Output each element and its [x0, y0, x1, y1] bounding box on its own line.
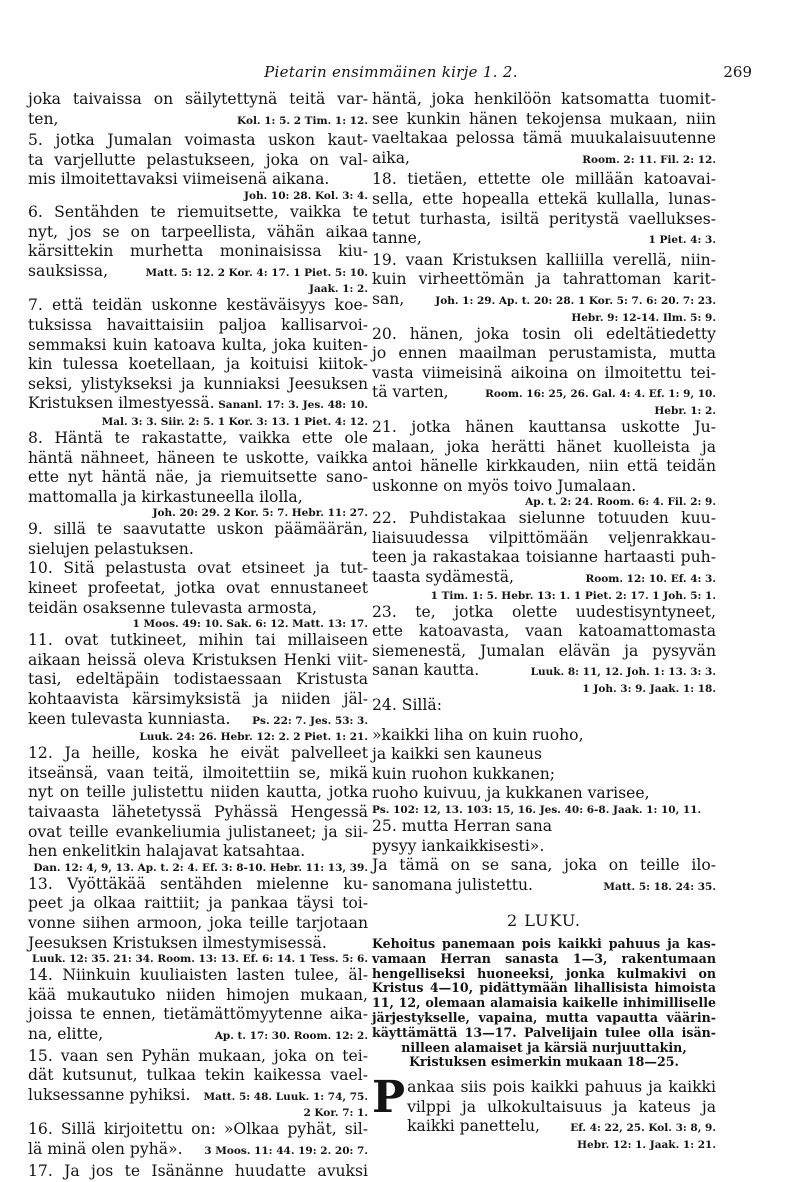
text-line	[28, 1086, 368, 1108]
line-text: lä minä olen pyhä».	[28, 1139, 183, 1158]
line-text: sauksissa,	[28, 261, 109, 280]
text-line: nyt, jos se on tarpeellista, vähän aikaa	[28, 222, 368, 241]
line-text: sanan kautta.	[372, 661, 480, 680]
text-line: vonne siihen armoon, joka teille tarjotaan	[28, 913, 368, 932]
text-line: 10. Sitä pelastusta ovat etsineet ja tut-	[28, 559, 368, 578]
summary-line: Kristuksen esimerkin mukaan 18—25.	[409, 1054, 679, 1070]
left-column	[28, 90, 368, 1181]
text-line: aikaan heissä oleva Kristuksen Henki viit-	[28, 650, 368, 669]
poem-line: 25. mutta Herran sana	[372, 817, 553, 835]
summary-line: käyttämättä 13—17. Palvelijain tulee olla isän-	[372, 1024, 716, 1040]
text-line: tuksissa havaittaisiin paljoa kallisarvoi-	[28, 315, 368, 334]
line-text: tä varten,	[372, 383, 449, 402]
poem-line: pysyy iankaikkisesti».	[372, 836, 545, 855]
cross-reference: Luuk. 24: 26. Hebr. 12: 2. 2 Piet. 1: 21.	[139, 731, 368, 744]
poem-line: kuin ruohon kukkanen;	[372, 764, 556, 783]
page-number: 269	[723, 63, 752, 81]
text-line: hen enkelitkin halajavat katsahtaa.	[28, 842, 306, 861]
chapter-summary	[372, 937, 716, 1070]
text-line: jo ennen maailman perustamista, mutta	[372, 344, 716, 363]
text-line	[28, 262, 368, 284]
summary-line: nilleen alamaiset ja kärsiä nurjuuttakin,	[401, 1039, 687, 1055]
text-line: Jeesuksen Kristuksen ilmestymisessä.	[28, 933, 327, 952]
text-line: 8. Häntä te rakastatte, vaikka ette ole	[28, 428, 368, 447]
text-line: kohtaavista kärsimyksistä ja niiden jäl-	[28, 690, 368, 709]
text-line: kin tulessa koetellaan, ja koituisi kiitok-	[28, 355, 368, 374]
text-line: sella, ette hopealla ettekä kullalla, lunas-	[372, 189, 716, 208]
text-line	[407, 1117, 716, 1139]
text-line: ta varjellutte pelastukseen, joka on val-	[28, 150, 368, 169]
text-line: Ja tämä on se sana, joka on teille ilo-	[372, 856, 716, 875]
text-line: siemenestä, Jumalan elävän ja pysyvän	[372, 641, 716, 660]
cross-reference: Matt. 5: 48. Luuk. 1: 74, 75.	[203, 1090, 368, 1103]
text-line: 21. jotka hänen kauttansa uskotte Ju-	[372, 417, 716, 436]
text-line: 6. Sentähden te riemuitsette, vaikka te	[28, 202, 368, 221]
line-text: kaikki panettelu,	[407, 1117, 540, 1136]
cross-reference: Ef. 4: 22, 25. Kol. 3: 8, 9.	[570, 1122, 716, 1135]
cross-reference: 1 Moos. 49: 10. Sak. 6: 12. Matt. 13: 17.	[132, 618, 368, 631]
cross-reference: Matt. 5: 12. 2 Kor. 4: 17. 1 Piet. 5: 10.	[145, 266, 368, 279]
cross-reference: Hebr. 9: 12-14. Ilm. 5: 9.	[571, 311, 716, 324]
text-line: taivaasta lähetetyssä Pyhässä Hengessä	[28, 803, 368, 821]
text-line	[372, 568, 716, 590]
right-column-verses	[372, 90, 716, 897]
poem-line: »kaikki liha on kuin ruoho,	[372, 725, 584, 744]
page-header	[30, 60, 752, 84]
text-line: nyt on teille julistettu niiden kautta, jotka	[28, 783, 368, 802]
text-line: seksi, ylistykseksi ja kunniaksi Jeesuksen	[28, 374, 368, 393]
summary-line: 11, 12, olemaan alamaisia kaikelle inhimilliselle	[372, 995, 716, 1011]
cross-reference: Joh. 20: 29. 2 Kor. 5: 7. Hebr. 11: 27.	[152, 507, 368, 520]
text-line: 24. Sillä:	[372, 696, 442, 715]
text-line	[28, 1025, 368, 1047]
right-column	[372, 90, 716, 1152]
poem-line: ruoho kuivuu, ja kukkanen varisee,	[372, 784, 650, 803]
cross-reference: Dan. 12: 4, 9, 13. Ap. t. 2: 4. Ef. 3: 8-10. Hebr. 11: 13, 39.	[33, 861, 368, 874]
cross-reference: Jaak. 1: 2.	[309, 283, 368, 296]
cross-reference: Matt. 5: 18. 24: 35.	[603, 880, 716, 893]
text-line: joka taivaissa on säilytettynä teitä var-	[28, 90, 368, 108]
cross-reference: 3 Moos. 11: 44. 19: 2. 20: 7.	[204, 1144, 368, 1157]
text-line: malaan, joka herätti hänet kuolleista ja	[372, 437, 716, 456]
text-line: kärsittekin murhetta moninaisissa kiu-	[28, 242, 368, 261]
text-line: 11. ovat tutkineet, mihin tai millaiseen	[28, 631, 368, 650]
text-line	[28, 110, 368, 132]
text-line	[372, 290, 716, 312]
summary-line: Kehoitus panemaan pois kaikki pahuus ja kas-	[372, 935, 716, 951]
cross-reference: Ps. 102: 12, 13. 103: 15, 16. Jes. 40: 6-8. Jaak. 1: 10, 11.	[372, 804, 702, 816]
summary-line: Kristus 4—10, pidättymään lihallisista himoista	[372, 980, 716, 996]
text-line: 17. Ja jos te Isänänne huudatte avuksi	[28, 1161, 368, 1180]
text-line: kineet profeetat, jotka ovat ennustaneet	[28, 579, 368, 598]
line-text: aika,	[372, 148, 410, 167]
cross-reference: Joh. 10: 28. Kol. 3: 4.	[244, 189, 368, 202]
spacer	[372, 716, 716, 726]
chapter-first-verse	[372, 1072, 716, 1151]
cross-reference: Mal. 3: 3. Siir. 2: 5. 1 Kor. 3: 13. 1 Piet. 4: 12.	[101, 415, 368, 428]
cross-reference: Joh. 1: 29. Ap. t. 20: 28. 1 Kor. 5: 7. 6: 20. 7: 23.	[435, 294, 716, 307]
text-line: antoi hänelle kirkkauden, niin että teidän	[372, 457, 716, 476]
text-line: vasta viimeisinä aikoina on ilmoitettu tei-	[372, 363, 716, 382]
text-line: 18. tietäen, ettette ole millään katoavai-	[372, 170, 716, 189]
line-text: ten,	[28, 109, 59, 128]
cross-reference: Ps. 22: 7. Jes. 53: 3.	[252, 714, 368, 727]
line-text: san,	[372, 289, 405, 308]
poem-line: ja kaikki sen kauneus	[372, 745, 543, 764]
cross-reference: Hebr. 1: 2.	[654, 404, 716, 417]
text-line: semmaksi kuin katoava kulta, joka kuiten-	[28, 335, 368, 354]
line-text: tanne,	[372, 229, 422, 248]
cross-reference: 1 Joh. 3: 9. Jaak. 1: 18.	[582, 683, 716, 696]
text-line: tasi, edeltäpäin todistaessaan Kristusta	[28, 670, 368, 689]
summary-line: hengelliseksi huoneeksi, jonka kulmakivi on	[372, 965, 716, 981]
cross-reference: 2 Kor. 7: 1.	[303, 1107, 368, 1120]
text-line: 15. vaan sen Pyhän mukaan, joka on tei-	[28, 1046, 368, 1065]
cross-reference: Hebr. 12: 1. Jaak. 1: 21.	[577, 1138, 716, 1151]
line-text: Kristuksen ilmestyessä.	[28, 394, 215, 413]
text-line: sielujen pelastuksen.	[28, 539, 194, 558]
text-line: 20. hänen, joka tosin oli edeltätiedetty	[372, 324, 716, 343]
text-line: 14. Niinkuin kuuliaisten lasten tulee, äl-	[28, 966, 368, 985]
line-text: na, elitte,	[28, 1024, 104, 1043]
cross-reference: 1 Tim. 1: 5. Hebr. 13: 1. 1 Piet. 2: 17. 1 Joh. 5: 1.	[430, 589, 716, 602]
text-line: kuin virheettömän ja tahrattoman karit-	[372, 270, 716, 289]
text-line: vaeltakaa pelossa tämä muukalaisuutenne	[372, 129, 716, 148]
text-line: teen ja rakastakaa toisianne hartaasti puh-	[372, 548, 716, 567]
text-line: tetut turhasta, isiltä peritystä vaellukses-	[372, 209, 716, 228]
text-line: ette nyt häntä näe, ja riemuitsette sano-	[28, 468, 368, 487]
cross-reference: Room. 16: 25, 26. Gal. 4: 4. Ef. 1: 9, 10.	[485, 388, 716, 401]
text-line: joissa te ennen, tietämättömyytenne aika-	[28, 1005, 368, 1024]
text-line: 23. te, jotka olette uudestisyntyneet,	[372, 602, 716, 621]
line-text: luksessanne pyhiksi.	[28, 1085, 191, 1104]
line-text: taasta sydämestä,	[372, 568, 515, 587]
text-line	[372, 661, 716, 683]
text-line	[372, 876, 716, 898]
text-line: liaisuudessa vilpittömään veljenrakkau-	[372, 528, 716, 547]
text-line: teidän osaksenne tulevasta armosta,	[28, 598, 318, 617]
text-line	[372, 383, 716, 405]
line-text: keen tulevasta kunniasta.	[28, 709, 231, 728]
text-line: uskonne on myös toivo Jumalaan.	[372, 476, 637, 495]
running-title: Pietarin ensimmäinen kirje 1. 2.	[264, 63, 518, 81]
summary-line: järjestykselle, vapaina, mutta vapautta väärin-	[372, 1009, 716, 1025]
cross-reference: 1 Piet. 4: 3.	[648, 234, 716, 247]
text-line: mis ilmoitettavaksi viimeisenä aikana.	[28, 170, 330, 189]
text-line	[28, 710, 368, 732]
text-line: 19. vaan Kristuksen kalliilla verellä, niin-	[372, 250, 716, 269]
chapter-heading: 2 LUKU.	[507, 911, 581, 931]
cross-reference: Ap. t. 17: 30. Room. 12: 2.	[214, 1029, 368, 1042]
cross-reference: Room. 2: 11. Fil. 2: 12.	[582, 153, 716, 166]
text-line: see kunkin hänen tekojensa mukaan, niin	[372, 109, 716, 128]
summary-line: vamaan Herran sanasta 1—3, rakentumaan	[372, 950, 716, 966]
text-line	[28, 1140, 368, 1162]
cross-reference: Ap. t. 2: 24. Room. 6: 4. Fil. 2: 9.	[525, 496, 716, 509]
cross-reference: Luuk. 12: 35. 21: 34. Room. 13: 13. Ef. 6: 14. 1 Tess. 5: 6.	[32, 953, 368, 966]
text-line: häntä, joka henkilöön katsomatta tuomit-	[372, 90, 716, 108]
drop-cap: P	[372, 1072, 406, 1124]
cross-reference: Room. 12: 10. Ef. 4: 3.	[585, 573, 716, 586]
cross-reference: Sananl. 17: 3. Jes. 48: 10.	[218, 399, 368, 412]
text-line: kää mukautuko niiden himojen mukaan,	[28, 985, 368, 1004]
text-line: 22. Puhdistakaa sielunne totuuden kuu-	[372, 509, 716, 528]
text-line: 16. Sillä kirjoitettu on: »Olkaa pyhät, sil-	[28, 1120, 368, 1139]
text-line: 12. Ja heille, koska he eivät palvelleet	[28, 744, 368, 763]
text-line	[372, 149, 716, 171]
text-line	[372, 229, 716, 251]
cross-reference: Kol. 1: 5. 2 Tim. 1: 12.	[237, 114, 368, 127]
text-line: vilppi ja ulkokultaisuus ja kateus ja	[407, 1097, 716, 1116]
text-line: ette katoavasta, vaan katoamattomasta	[372, 622, 716, 641]
line-text: sanomana julistettu.	[372, 875, 533, 894]
text-line: ovat teille evankeliumia julistaneet; ja sii-	[28, 822, 368, 841]
text-line: ankaa siis pois kaikki pahuus ja kaikki	[407, 1078, 716, 1097]
text-line: 13. Vyöttäkää sentähden mielenne ku-	[28, 874, 368, 893]
text-line: peet ja olkaa raittiit; ja pankaa täysi toi-	[28, 894, 368, 913]
text-line: häntä nähneet, häneen te uskotte, vaikka	[28, 448, 368, 467]
cross-reference: Luuk. 8: 11, 12. Joh. 1: 13. 3: 3.	[530, 666, 716, 679]
text-line: 7. että teidän uskonne kestäväisyys koe-	[28, 296, 368, 315]
text-line: 9. sillä te saavutatte uskon päämäärän,	[28, 520, 368, 539]
text-line: 5. jotka Jumalan voimasta uskon kaut-	[28, 131, 368, 150]
text-line: itseänsä, vaan teitä, ilmoitettiin se, mikä	[28, 763, 368, 782]
text-line	[28, 394, 368, 416]
text-line: mattomalla ja kirkastuneella ilolla,	[28, 487, 303, 506]
text-line: dät kutsunut, tulkaa tekin kaikessa vael-	[28, 1066, 368, 1085]
